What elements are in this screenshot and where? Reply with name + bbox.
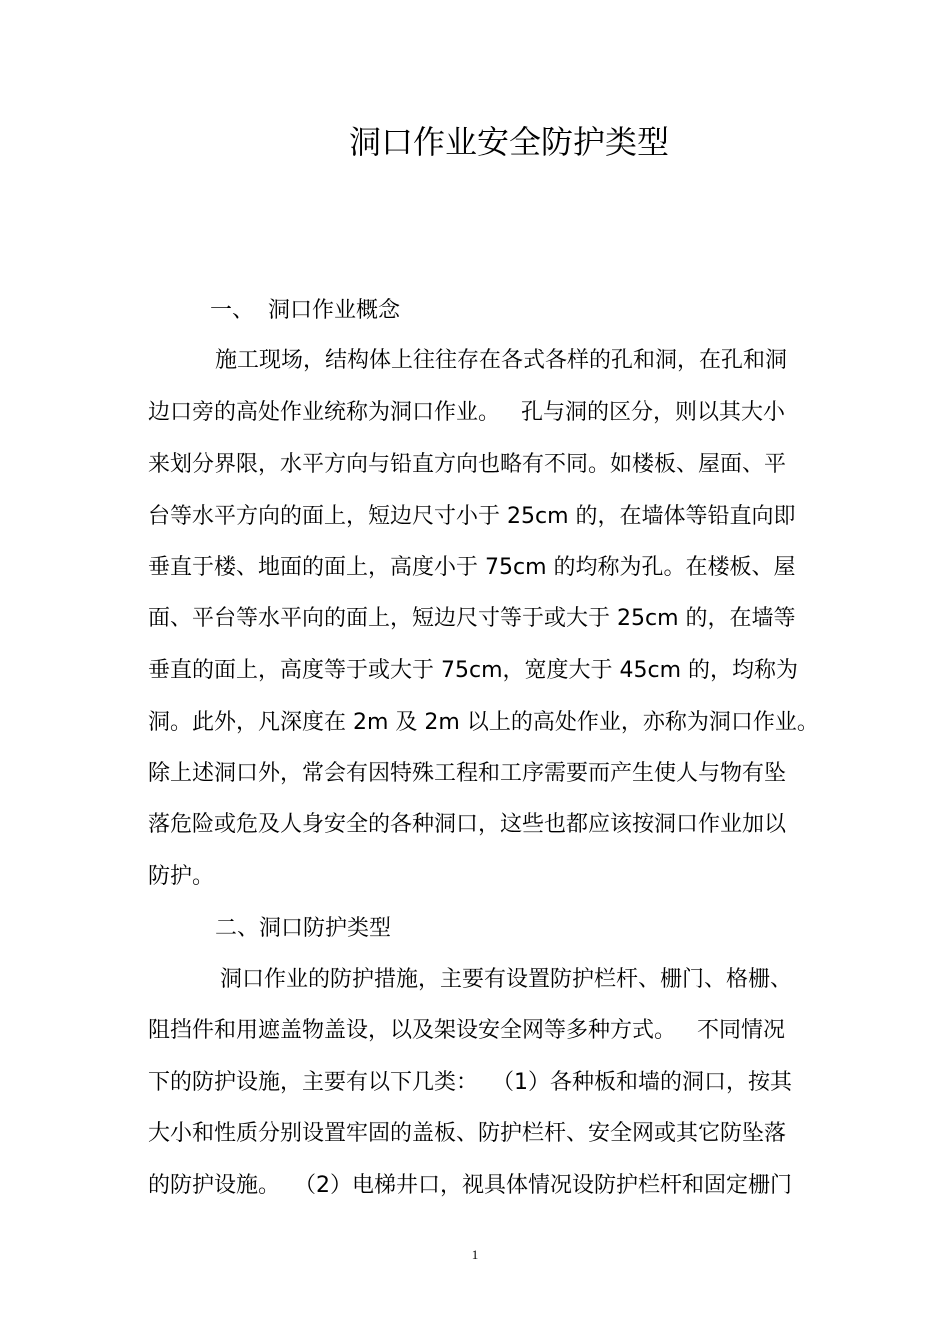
paragraph-line: 台等水平方向的面上，短边尺寸小于 25cm 的，在墙体等铅直向即 [148,504,796,529]
paragraph-line: 施工现场，结构体上往往存在各式各样的孔和洞，在孔和洞 [215,348,788,373]
paragraph-line: 阻挡件和用遮盖物盖设，以及架设安全网等多种方式。 不同情况 [148,1018,785,1043]
section-heading-1: 一、 洞口作业概念 [210,298,400,323]
page-number: 1 [471,1247,479,1262]
paragraph-line: 垂直于楼、地面的面上，高度小于 75cm 的均称为孔。在楼板、屋 [148,555,796,580]
paragraph-line: 洞。此外，凡深度在 2m 及 2m 以上的高处作业，亦称为洞口作业。 [148,710,819,735]
paragraph-line: 的防护设施。 （2）电梯井口，视具体情况设防护栏杆和固定栅门 [148,1173,792,1198]
paragraph-line: 下的防护设施，主要有以下几类： （1）各种板和墙的洞口，按其 [148,1070,792,1095]
paragraph-line: 来划分界限，水平方向与铅直方向也略有不同。如楼板、屋面、平 [148,452,787,477]
paragraph-line: 防护。 [148,864,215,889]
section-heading-2: 二、洞口防护类型 [215,916,392,941]
paragraph-line: 落危险或危及人身安全的各种洞口，这些也都应该按洞口作业加以 [148,812,787,837]
paragraph-line: 大小和性质分别设置牢固的盖板、防护栏杆、安全网或其它防坠落 [148,1121,787,1146]
page-title: 洞口作业安全防护类型 [348,123,669,161]
paragraph-line: 垂直的面上，高度等于或大于 75cm，宽度大于 45cm 的，均称为 [148,658,799,683]
paragraph-line: 除上述洞口外，常会有因特殊工程和工序需要而产生使人与物有坠 [148,761,787,786]
paragraph-line: 洞口作业的防护措施，主要有设置防护栏杆、栅门、格栅、 [220,967,793,992]
paragraph-line: 面、平台等水平向的面上，短边尺寸等于或大于 25cm 的，在墙等 [148,606,796,631]
paragraph-line: 边口旁的高处作业统称为洞口作业。 孔与洞的区分，则以其大小 [148,400,785,425]
